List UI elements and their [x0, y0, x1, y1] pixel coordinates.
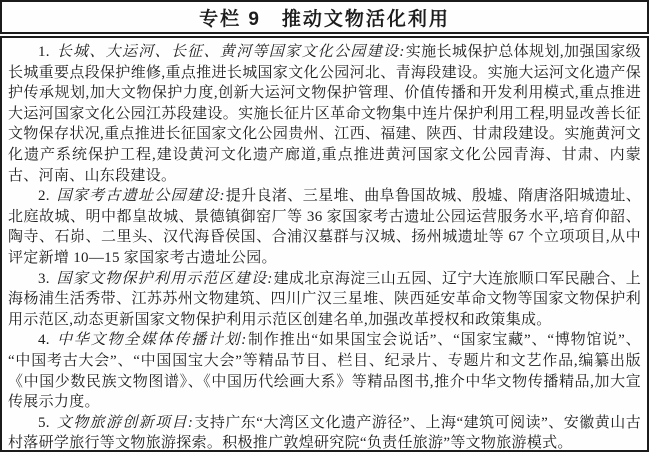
- item-5-lead: 文物旅游创新项目:: [56, 414, 195, 431]
- panel-item-2: [8, 186, 641, 268]
- panel-body: [0, 36, 649, 452]
- item-4-lead: 中华文物全媒体传播计划:: [56, 332, 248, 349]
- item-3-lead: 国家文物保护利用示范区建设:: [56, 270, 274, 287]
- item-3-text: 建成北京海淀三山五园、辽宁大连旅顺口军民融合、上海杨浦生活秀带、江苏苏州文物建筑、四川广汉三星堆、陕西延安革命文物等国家文物保护利用示范区,动态更新国家文物保护利用示范区创建名单,加强改革授权和政策集成。: [8, 270, 642, 328]
- item-2-lead: 国家考古遗址公园建设:: [56, 188, 226, 205]
- panel-item-1: [8, 42, 641, 186]
- item-1-text: 实施长城保护总体规划,加强国家级长城重要点段保护维修,重点推进长城国家文化公园河北、青海段建设。实施大运河文化遗产保护传承规划,加大文物保护力度,创新大运河文物保护管理、价值传播和开发利用模式,重点推进大运河国家文化公园江苏段建设。实施长征片区革命文物集中连片保护利用工程,明显改善长征文物保存状况,重点推进长征国家文化公园贵州、江西、福建、陕西、甘肃段建设。实施黄河文化遗产系统保护工程,建设黄河文化遗产廊道,重点推进黄河国家文化公园青海、甘肃、内蒙古、河南、山东段建设。: [8, 44, 641, 184]
- panel-item-5: [8, 413, 641, 454]
- panel-item-4: [8, 330, 641, 412]
- item-2-number: 2.: [38, 188, 50, 205]
- item-5-number: 5.: [38, 414, 50, 431]
- item-1-number: 1.: [38, 44, 50, 60]
- item-1-lead: 长城、大运河、长征、黄河等国家文化公园建设:: [56, 44, 406, 60]
- panel-title-box: [0, 0, 649, 34]
- panel-title: 专栏 9 推动文物活化利用: [199, 8, 450, 30]
- item-3-number: 3.: [38, 270, 50, 287]
- item-2-text: 提升良渚、三星堆、曲阜鲁国故城、殷墟、隋唐洛阳城遗址、北庭故城、明中都皇故城、景德镇御窑厂等 36 家国家考古遗址公园运营服务水平,培育仰韶、陶寺、石峁、二里头、汉代海昏侯国、合浦汉墓群与汉城、扬州城遗址等 67 个立项项目,从中评定新增 10—15 家国家考古遗址公园。: [8, 188, 641, 266]
- item-4-text: 制作推出“如果国宝会说话”、“国家宝藏”、“博物馆说”、“中国考古大会”、“中国国宝大会”等精品节目、栏目、纪录片、专题片和文艺作品,编纂出版《中国少数民族文物图谱》、《中国历代绘画大系》等精品图书,推介中华文物传播精品,加大宣传展示力度。: [8, 332, 641, 411]
- item-4-number: 4.: [38, 332, 50, 349]
- panel-item-3: [8, 269, 641, 331]
- item-5-text: 支持广东“大湾区文化遗产游径”、上海“建筑可阅读”、安徽黄山古村落研学旅行等文物旅游探索。积极推广敦煌研究院“负责任旅游”等文物旅游模式。: [8, 414, 642, 452]
